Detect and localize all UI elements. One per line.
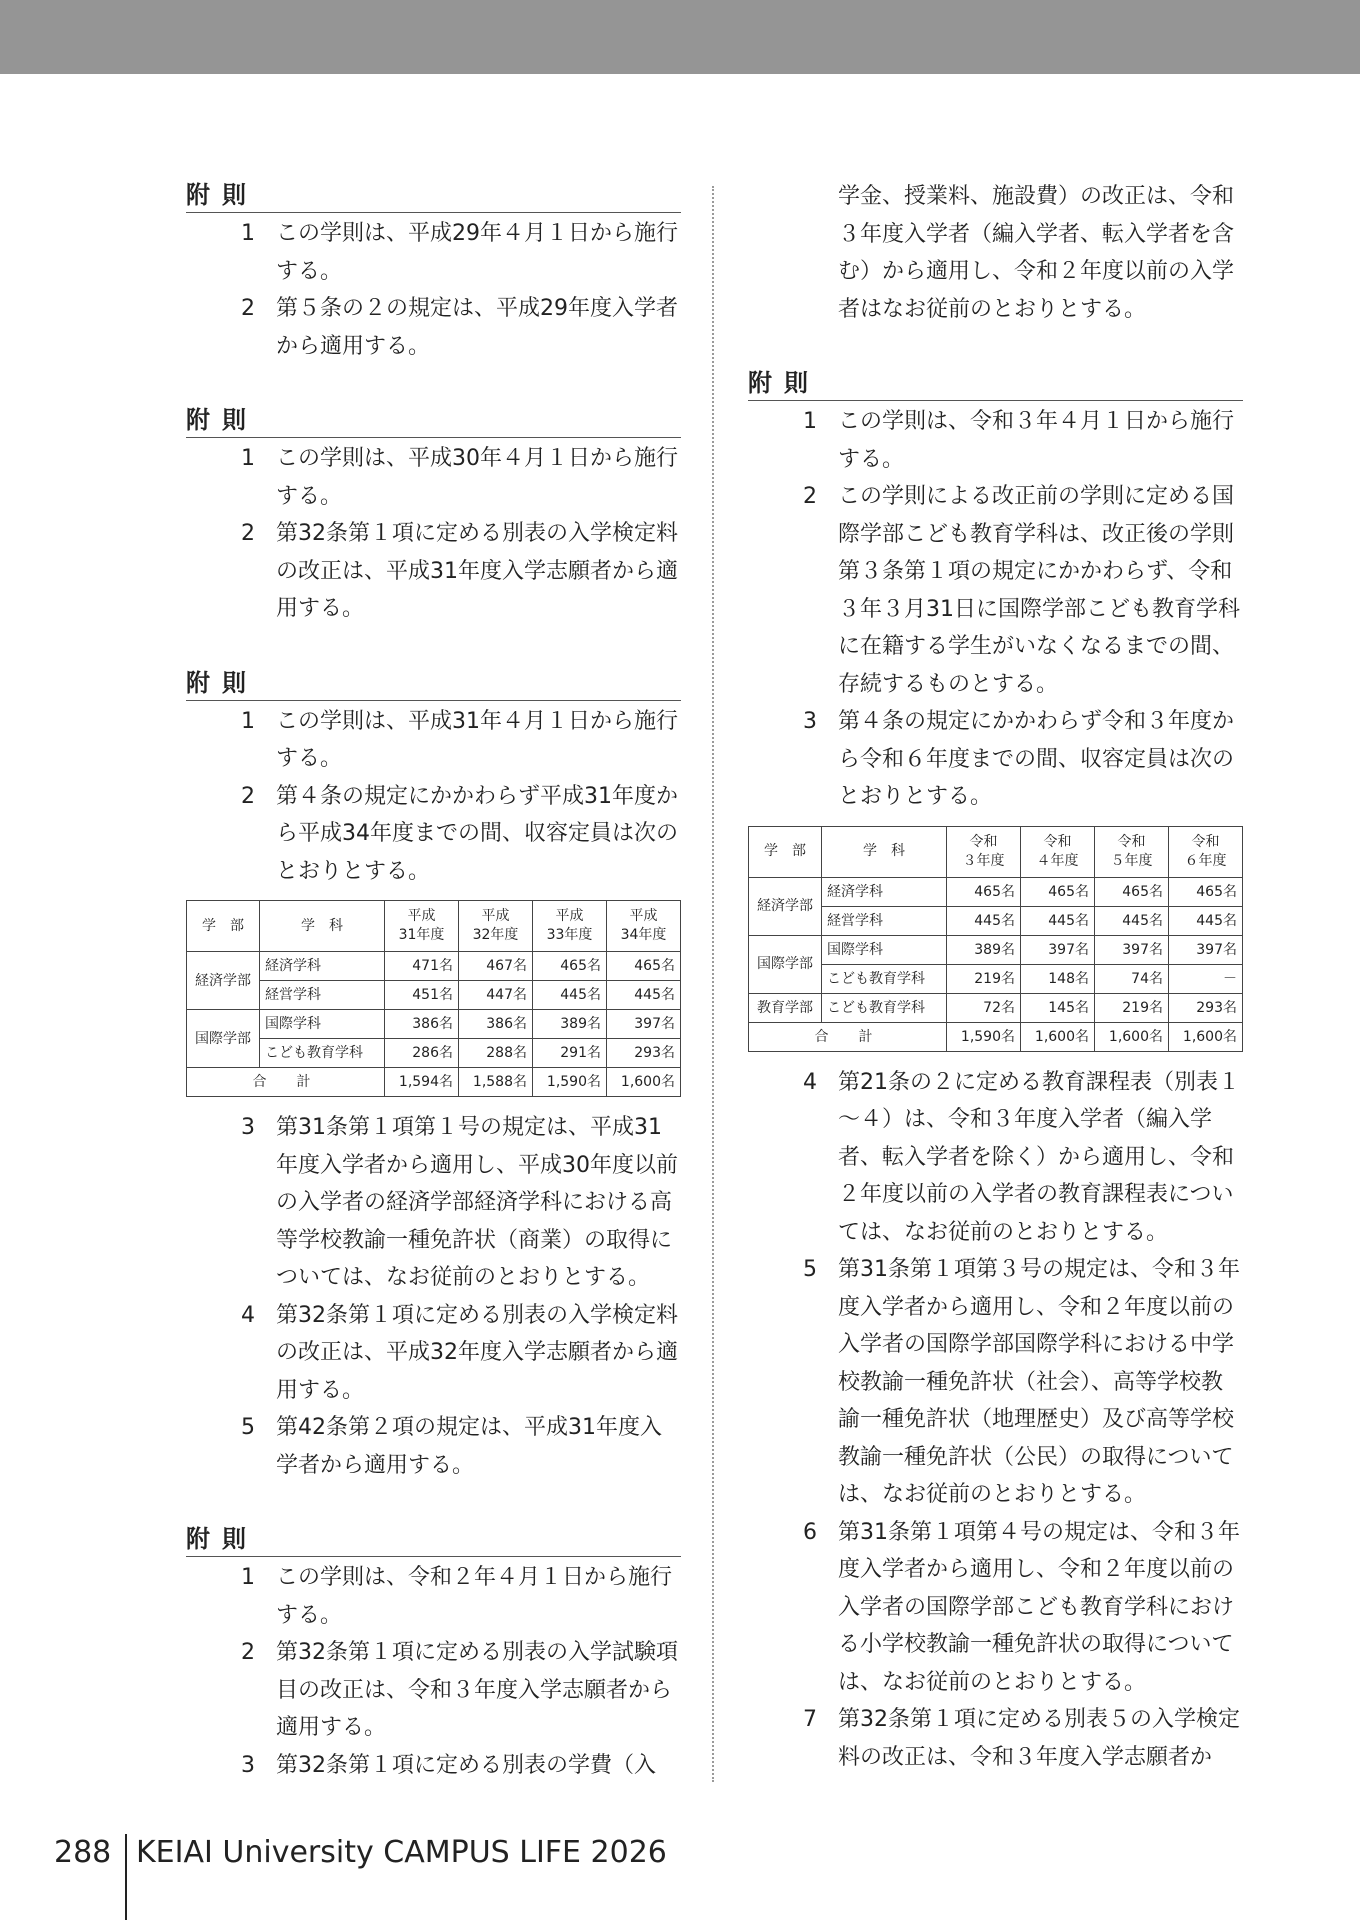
table-total-row <box>187 1068 681 1097</box>
cell-value: 386名 <box>459 1010 533 1039</box>
list-item <box>186 1109 681 1297</box>
cell-dept: 国際学部 <box>187 1010 260 1068</box>
cell-value: 465名 <box>1095 877 1169 906</box>
cell-value: 1,600名 <box>1169 1022 1243 1051</box>
item-number: 1 <box>241 446 255 471</box>
item-number: 7 <box>803 1707 817 1732</box>
cell-subject: 経済学科 <box>260 952 385 981</box>
item-number: 2 <box>241 783 255 809</box>
table-row <box>749 993 1243 1022</box>
header-dept: 学 部 <box>187 901 260 952</box>
item-number: 2 <box>803 484 817 509</box>
cell-subject: 国際学科 <box>822 935 947 964</box>
item-number: 2 <box>241 521 255 546</box>
item-text: 第21条の２に定める教育課程表（別表１～４）は、令和３年度入学者（編入学者、転入学者を除く）から適用し、令和２年度以前の入学者の教育課程表については、なお従前のとおりとする。 <box>838 1069 1240 1245</box>
cell-value: 293名 <box>607 1039 681 1068</box>
cell-value: 1,600名 <box>1095 1022 1169 1051</box>
cell-value: 465名 <box>533 952 607 981</box>
list-item <box>186 515 681 628</box>
item-text: 第31条第１項第４号の規定は、令和３年度入学者から適用し、令和２年度以前の入学者の国際学部こども教育学科における小学校教諭一種免許状の取得については、なお従前のとおりとする。 <box>838 1519 1240 1695</box>
header-year: 平成 31年度 <box>385 901 459 952</box>
cell-value: 1,594名 <box>385 1068 459 1097</box>
list-item <box>748 1701 1243 1776</box>
item-text: 第４条の規定にかかわらず平成31年度から平成34年度までの間、収容定員は次のとおりとする。 <box>276 783 678 884</box>
header-year: 令和 ５年度 <box>1095 826 1169 877</box>
cell-value: 465名 <box>607 952 681 981</box>
item-text: 第４条の規定にかかわらず令和３年度から令和６年度までの間、収容定員は次のとおりとする。 <box>838 709 1235 809</box>
table-row <box>187 1039 681 1068</box>
cell-value: 148名 <box>1021 964 1095 993</box>
item-number: 2 <box>241 1640 255 1665</box>
cell-value: 397名 <box>1169 935 1243 964</box>
table-row <box>187 1010 681 1039</box>
cell-subject: 国際学科 <box>260 1010 385 1039</box>
list-item <box>748 1514 1243 1702</box>
item-text: この学則は、平成31年４月１日から施行する。 <box>276 708 678 771</box>
header-year: 令和 ６年度 <box>1169 826 1243 877</box>
cell-value: 145名 <box>1021 993 1095 1022</box>
cell-value: 389名 <box>533 1010 607 1039</box>
list-item <box>186 1409 681 1484</box>
cell-value: 467名 <box>459 952 533 981</box>
list-item <box>748 403 1243 478</box>
continued-text-block <box>748 178 1243 328</box>
header-dept: 学 部 <box>749 826 822 877</box>
capacity-table-r3-r6 <box>748 826 1243 1052</box>
item-number: 1 <box>241 221 255 246</box>
cell-dept: 経済学部 <box>187 952 260 1010</box>
cell-value: 1,600名 <box>1021 1022 1095 1051</box>
list-item <box>186 1634 681 1747</box>
cell-value: 1,600名 <box>607 1068 681 1097</box>
cell-value: 397名 <box>1021 935 1095 964</box>
cell-subject: こども教育学科 <box>822 993 947 1022</box>
item-number: 6 <box>803 1519 817 1545</box>
item-text: 第31条第１項第１号の規定は、平成31年度入学者から適用し、平成30年度以前の入学者の経済学部経済学科における高等学校教諭一種免許状（商業）の取得については、なお従前のとおりとする。 <box>276 1115 678 1290</box>
cell-value: 445名 <box>947 906 1021 935</box>
list-item <box>186 290 681 365</box>
table-row <box>749 964 1243 993</box>
cell-value: 445名 <box>1169 906 1243 935</box>
item-number: 4 <box>241 1302 255 1328</box>
cell-subject: こども教育学科 <box>260 1039 385 1068</box>
section-heading: 附則 <box>186 178 681 213</box>
item-text: この学則は、平成30年４月１日から施行する。 <box>276 446 678 509</box>
section-heading: 附則 <box>186 666 681 701</box>
cell-value: 397名 <box>607 1010 681 1039</box>
page-number: 288 <box>54 1835 112 1870</box>
cell-value: 465名 <box>1169 877 1243 906</box>
footer-title: KEIAI University CAMPUS LIFE 2026 <box>136 1835 667 1870</box>
cell-subject: 経営学科 <box>260 981 385 1010</box>
header-subject: 学 科 <box>822 826 947 877</box>
header-year: 平成 32年度 <box>459 901 533 952</box>
item-number: 1 <box>241 708 255 734</box>
list-item <box>186 1559 681 1634</box>
item-text: 第32条第１項に定める別表の入学試験項目の改正は、令和３年度入学志願者から適用する。 <box>276 1640 678 1740</box>
item-number: 5 <box>241 1415 255 1440</box>
item-text: 第32条第１項に定める別表の学費（入 <box>276 1752 656 1778</box>
item-text: 第42条第２項の規定は、平成31年度入学者から適用する。 <box>276 1415 662 1478</box>
header-year: 令和 ３年度 <box>947 826 1021 877</box>
cell-dept: 国際学部 <box>749 935 822 993</box>
cell-value: 293名 <box>1169 993 1243 1022</box>
table-row <box>749 906 1243 935</box>
capacity-table-h31-h34 <box>186 900 681 1097</box>
left-column <box>186 178 681 1822</box>
cell-value: 72名 <box>947 993 1021 1022</box>
section-heading: 附則 <box>186 1522 681 1557</box>
cell-subject: 経済学科 <box>822 877 947 906</box>
section-heading: 附則 <box>748 366 1243 401</box>
cell-value: 465名 <box>1021 877 1095 906</box>
list-item <box>186 778 681 891</box>
header-year: 令和 ４年度 <box>1021 826 1095 877</box>
cell-value: 389名 <box>947 935 1021 964</box>
item-text: この学則による改正前の学則に定める国際学部こども教育学科は、改正後の学則第３条第１項の規定にかかわらず、令和３年３月31日に国際学部こども教育学科に在籍する学生がいなくなるまでの間、存続するものとする。 <box>838 484 1240 697</box>
cell-value: 445名 <box>1021 906 1095 935</box>
item-text: 第32条第１項に定める別表５の入学検定料の改正は、令和３年度入学志願者か <box>838 1707 1240 1770</box>
item-text: 第31条第１項第３号の規定は、令和３年度入学者から適用し、令和２年度以前の入学者の国際学部国際学科における中学校教諭一種免許状（社会）、高等学校教諭一種免許状（地理歴史）及び高等学校教諭一種免許状（公民）の取得については、なお従前のとおりとする。 <box>838 1257 1240 1507</box>
list-item <box>748 1251 1243 1514</box>
list-item <box>186 703 681 778</box>
item-number: 3 <box>803 709 817 734</box>
supplementary-provision-r3 <box>748 366 1243 1776</box>
cell-value: 1,590名 <box>533 1068 607 1097</box>
table-row <box>749 935 1243 964</box>
cell-value: 386名 <box>385 1010 459 1039</box>
table-row <box>187 952 681 981</box>
cell-value: 465名 <box>947 877 1021 906</box>
header-subject: 学 科 <box>260 901 385 952</box>
item-text: この学則は、令和２年４月１日から施行する。 <box>276 1565 673 1628</box>
item-number: 4 <box>803 1069 817 1095</box>
list-item <box>186 440 681 515</box>
footer-divider <box>125 1834 127 1920</box>
item-text: 第32条第１項に定める別表の入学検定料の改正は、平成31年度入学志願者から適用する。 <box>276 521 678 621</box>
cell-value: 1,588名 <box>459 1068 533 1097</box>
supplementary-provision-h29 <box>186 178 681 365</box>
cell-value: 288名 <box>459 1039 533 1068</box>
item-number: 3 <box>241 1115 255 1140</box>
cell-total-label: 合 計 <box>749 1022 947 1051</box>
cell-dept: 経済学部 <box>749 877 822 935</box>
header-year: 平成 34年度 <box>607 901 681 952</box>
cell-value: － <box>1169 964 1243 993</box>
cell-value: 1,590名 <box>947 1022 1021 1051</box>
header-year: 平成 33年度 <box>533 901 607 952</box>
cell-value: 447名 <box>459 981 533 1010</box>
cell-total-label: 合 計 <box>187 1068 385 1097</box>
column-divider <box>712 186 714 1782</box>
list-item <box>186 1747 681 1785</box>
list-item <box>748 1064 1243 1252</box>
cell-value: 219名 <box>1095 993 1169 1022</box>
supplementary-provision-h30 <box>186 403 681 628</box>
supplementary-provision-r2 <box>186 1522 681 1784</box>
cell-value: 445名 <box>607 981 681 1010</box>
cell-subject: 経営学科 <box>822 906 947 935</box>
supplementary-provision-h31 <box>186 666 681 1485</box>
cell-value: 74名 <box>1095 964 1169 993</box>
list-item <box>748 703 1243 816</box>
cell-value: 451名 <box>385 981 459 1010</box>
cell-value: 471名 <box>385 952 459 981</box>
item-text: 第32条第１項に定める別表の入学検定料の改正は、平成32年度入学志願者から適用する。 <box>276 1302 678 1403</box>
cell-subject: こども教育学科 <box>822 964 947 993</box>
item-text: この学則は、平成29年４月１日から施行する。 <box>276 221 678 284</box>
item-number: 1 <box>241 1565 255 1590</box>
continued-item-text: 学金、授業料、施設費）の改正は、令和３年度入学者（編入学者、転入学者を含む）から適用し、令和２年度以前の入学者はなお従前のとおりとする。 <box>838 184 1235 322</box>
cell-value: 445名 <box>1095 906 1169 935</box>
list-item <box>186 1297 681 1410</box>
item-text: この学則は、令和３年４月１日から施行する。 <box>838 409 1235 472</box>
right-column <box>748 178 1243 1814</box>
item-text: 第５条の２の規定は、平成29年度入学者から適用する。 <box>276 296 678 359</box>
cell-value: 286名 <box>385 1039 459 1068</box>
cell-dept: 教育学部 <box>749 993 822 1022</box>
table-row <box>749 877 1243 906</box>
table-total-row <box>749 1022 1243 1051</box>
cell-value: 291名 <box>533 1039 607 1068</box>
table-header-row <box>749 826 1243 877</box>
cell-value: 397名 <box>1095 935 1169 964</box>
table-header-row <box>187 901 681 952</box>
table-row <box>187 981 681 1010</box>
section-heading: 附則 <box>186 403 681 438</box>
item-number: 3 <box>241 1752 255 1778</box>
item-number: 5 <box>803 1257 817 1282</box>
list-item <box>748 478 1243 703</box>
list-item <box>186 215 681 290</box>
item-number: 1 <box>803 409 817 434</box>
cell-value: 219名 <box>947 964 1021 993</box>
item-number: 2 <box>241 296 255 321</box>
top-header-band <box>0 0 1360 74</box>
cell-value: 445名 <box>533 981 607 1010</box>
